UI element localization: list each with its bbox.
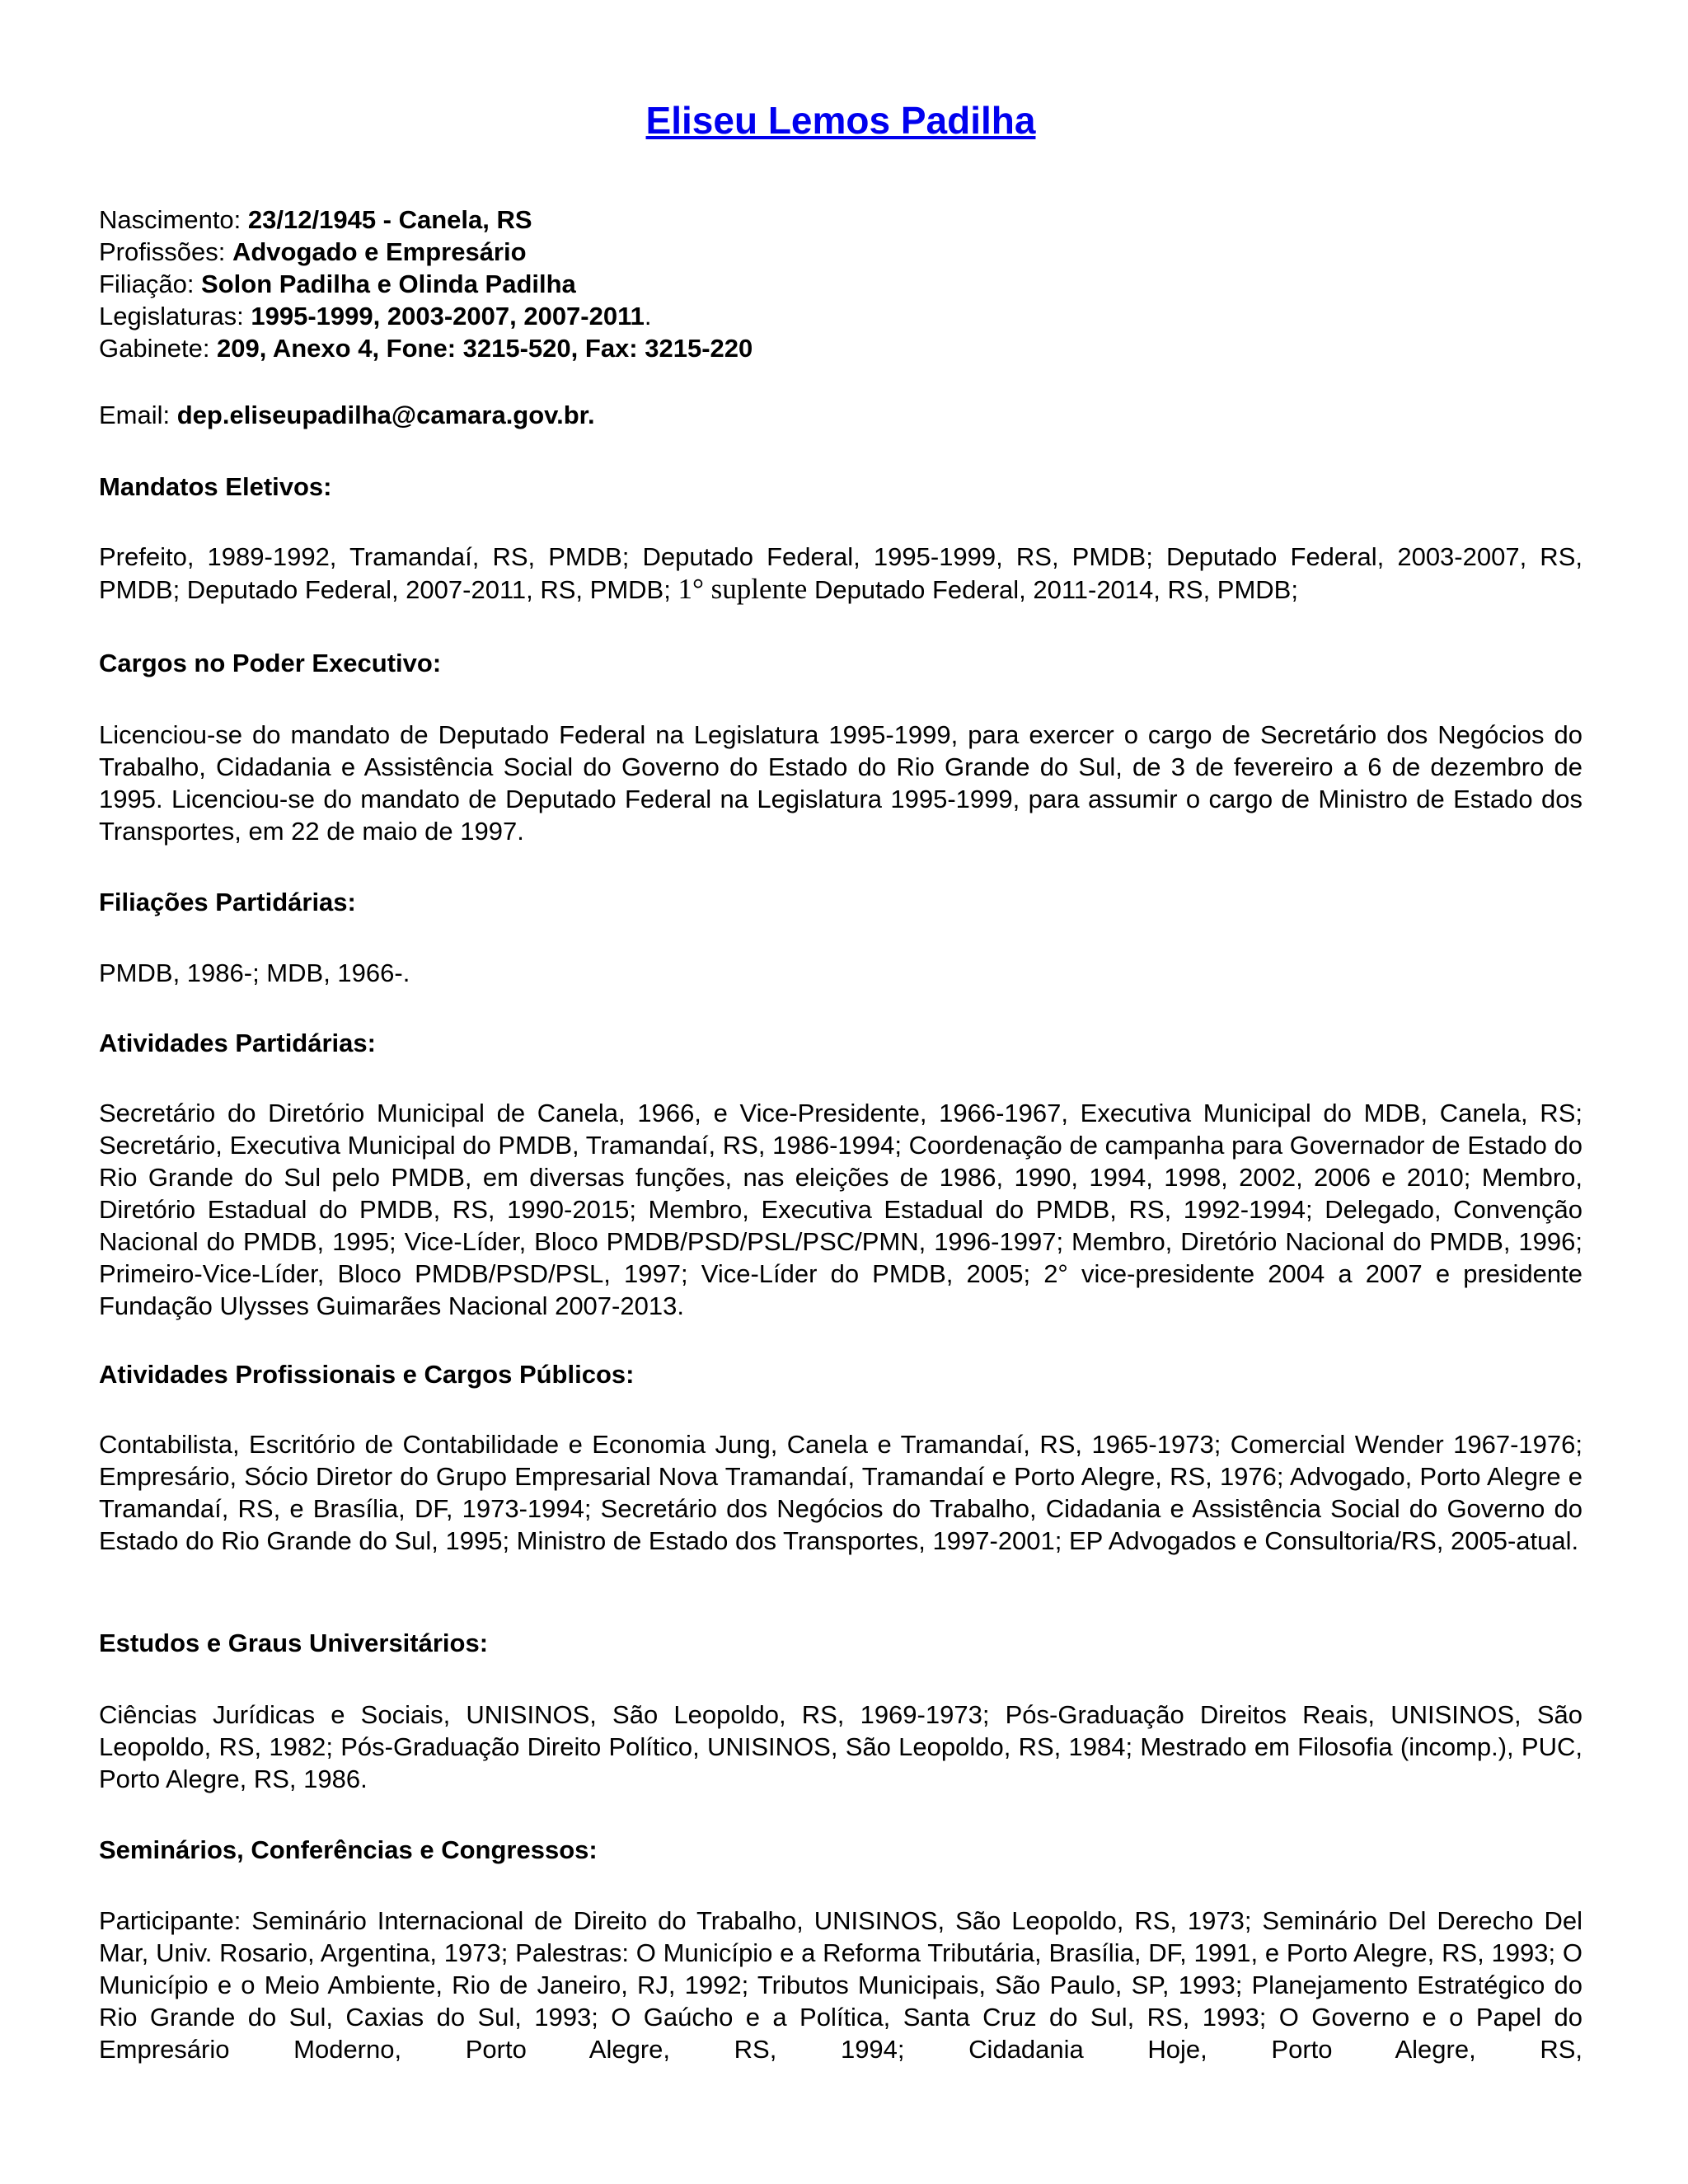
seminarios-text: Participante: Seminário Internacional de Direito do Trabalho, UNISINOS, São Leopoldo, RS, 1973; Seminário Del Derecho Del Mar, Univ. Rosario, Argentina, 1973; Palestras: O Município e a Reforma Tributária, Brasília, DF, 1991, e Porto Alegre, RS, 1993; O Município e o Meio Ambiente, Rio de Janeiro, RJ, 1992; Tributos Municipais, São Paulo, SP, 1993; Planejamento Estratégico do Rio Grande do Sul, Caxias do Sul, 1993; O Gaúcho e a Política, Santa Cruz do Sul, RS, 1993; O Governo e o Papel do Empresário Moderno, Porto Alegre, RS, 1994; Cidadania Hoje, Porto Alegre, RS, bbox=[99, 1906, 1582, 2064]
heading-mandatos: Mandatos Eletivos: bbox=[99, 472, 332, 501]
info-nascimento: Nascimento: 23/12/1945 - Canela, RS bbox=[99, 205, 532, 234]
document-title bbox=[99, 97, 1582, 143]
info-email: Email: dep.eliseupadilha@camara.gov.br. bbox=[99, 401, 595, 429]
heading-filiacoes: Filiações Partidárias: bbox=[99, 888, 356, 916]
info-filiacao: Filiação: Solon Padilha e Olinda Padilha bbox=[99, 269, 576, 298]
info-profissoes: Profissões: Advogado e Empresário bbox=[99, 237, 527, 266]
atividades-partidarias-text: Secretário do Diretório Municipal de Canela, 1966, e Vice-Presidente, 1966-1967, Executiva Municipal do MDB, Canela, RS; Secretário, Executiva Municipal do PMDB, Tramandaí, RS, 1986-1994; Coordenação de campanha para Governador de Estado do Rio Grande do Sul pelo PMDB, em diversas funções, nas eleições de 1986, 1990, 1994, 1998, 2002, 2006 e 2010; Membro, Diretório Estadual do PMDB, RS, 1990-2015; Membro, Executiva Estadual do PMDB, RS, 1992-1994; Delegado, Convenção Nacional do PMDB, 1995; Vice-Líder, Bloco PMDB/PSD/PSL/PSC/PMN, 1996-1997; Membro, Diretório Nacional do PMDB, 1996; Primeiro-Vice-Líder, Bloco PMDB/PSD/PSL, 1997; Vice-Líder do PMDB, 2005; 2° vice-presidente 2004 a 2007 e presidente Fundação Ulysses Guimarães Nacional 2007-2013. bbox=[99, 1099, 1582, 1320]
heading-atividades-profissionais: Atividades Profissionais e Cargos Públicos: bbox=[99, 1360, 635, 1389]
info-legislaturas: Legislaturas: 1995-1999, 2003-2007, 2007-2011. bbox=[99, 302, 652, 330]
heading-cargos-executivo: Cargos no Poder Executivo: bbox=[99, 649, 442, 677]
mandatos-text: Prefeito, 1989-1992, Tramandaí, RS, PMDB; Deputado Federal, 1995-1999, RS, PMDB; Deputado Federal, 2003-2007, RS, PMDB; Deputado Federal, 2007-2011, RS, PMDB; 1° suplente Deputado Federal, 2011-2014, RS, PMDB; bbox=[99, 542, 1582, 605]
title-link[interactable]: Eliseu Lemos Padilha bbox=[645, 99, 1036, 142]
heading-estudos: Estudos e Graus Universitários: bbox=[99, 1629, 489, 1657]
heading-seminarios: Seminários, Conferências e Congressos: bbox=[99, 1835, 598, 1864]
heading-atividades-partidarias: Atividades Partidárias: bbox=[99, 1029, 376, 1057]
personal-info bbox=[99, 204, 1582, 364]
estudos-text: Ciências Jurídicas e Sociais, UNISINOS, São Leopoldo, RS, 1969-1973; Pós-Graduação Direitos Reais, UNISINOS, São Leopoldo, RS, 1982; Pós-Graduação Direito Político, UNISINOS, São Leopoldo, RS, 1984; Mestrado em Filosofia (incomp.), PUC, Porto Alegre, RS, 1986. bbox=[99, 1700, 1582, 1793]
info-gabinete: Gabinete: 209, Anexo 4, Fone: 3215-520, Fax: 3215-220 bbox=[99, 334, 753, 363]
filiacoes-text: PMDB, 1986-; MDB, 1966-. bbox=[99, 958, 410, 987]
atividades-profissionais-text: Contabilista, Escritório de Contabilidade e Economia Jung, Canela e Tramandaí, RS, 1965-1973; Comercial Wender 1967-1976; Empresário, Sócio Diretor do Grupo Empresarial Nova Tramandaí, Tramandaí e Porto Alegre, RS, 1976; Advogado, Porto Alegre e Tramandaí, RS, e Brasília, DF, 1973-1994; Secretário dos Negócios do Trabalho, Cidadania e Assistência Social do Governo do Estado do Rio Grande do Sul, 1995; Ministro de Estado dos Transportes, 1997-2001; EP Advogados e Consultoria/RS, 2005-atual. bbox=[99, 1430, 1582, 1555]
cargos-executivo-text: Licenciou-se do mandato de Deputado Federal na Legislatura 1995-1999, para exercer o cargo de Secretário dos Negócios do Trabalho, Cidadania e Assistência Social do Governo do Estado do Rio Grande do Sul, de 3 de fevereiro a 6 de dezembro de 1995. Licenciou-se do mandato de Deputado Federal na Legislatura 1995-1999, para assumir o cargo de Ministro de Estado dos Transportes, em 22 de maio de 1997. bbox=[99, 720, 1582, 846]
